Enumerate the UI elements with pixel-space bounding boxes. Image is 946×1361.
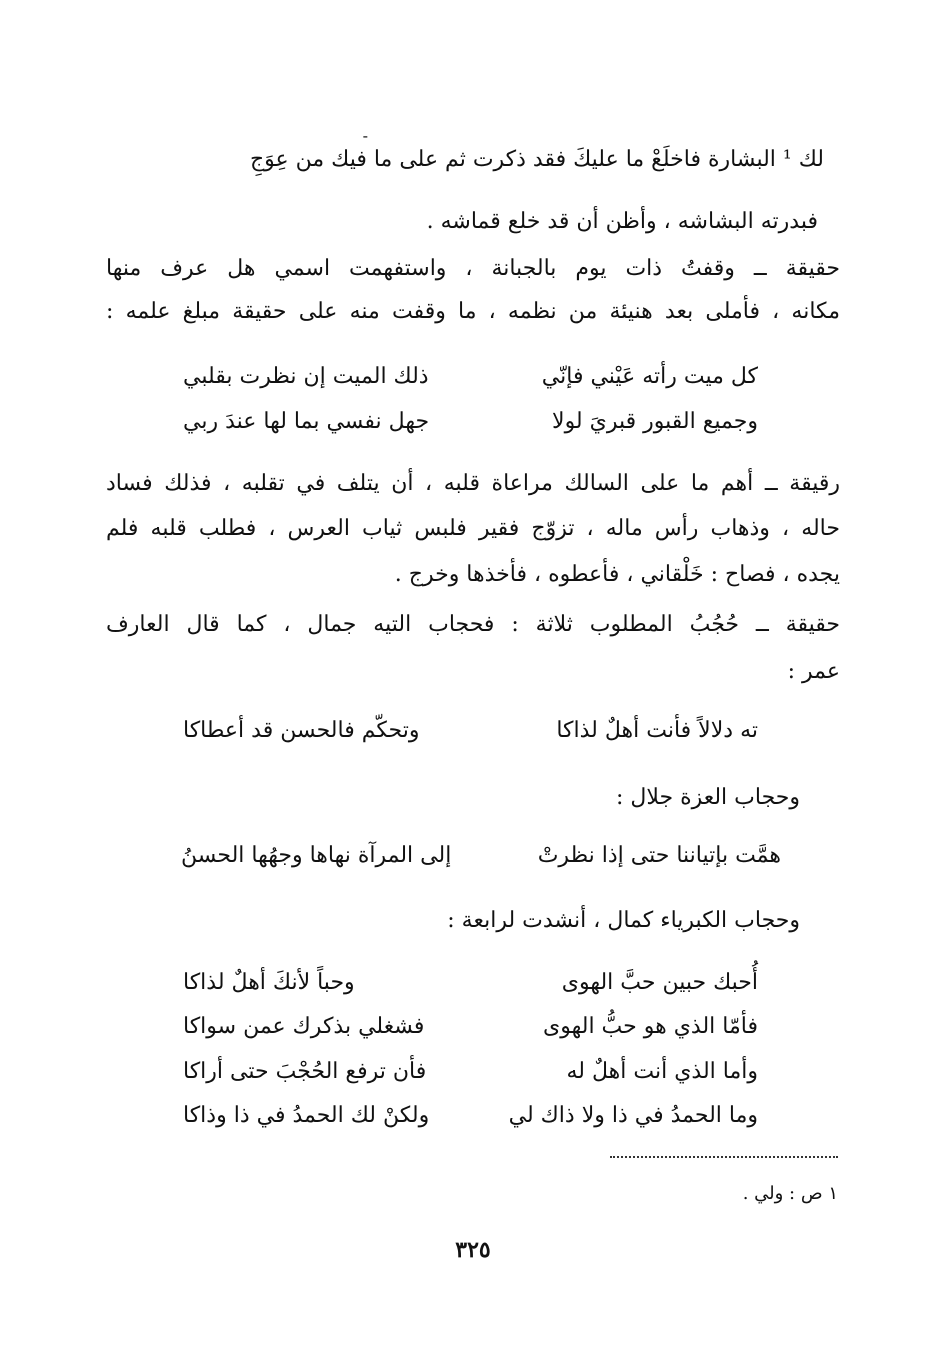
verse-hemistich-second: وتحكّم فالحسن قد أعطاكا <box>183 718 420 743</box>
text-line: رقيقة ــ أهم ما على السالك مراعاة قلبه ، أن يتلف في تقلبه ، فذلك فساد <box>106 471 841 496</box>
verse-hemistich-second: ولكنْ لك الحمدُ في ذا وذاكا <box>183 1103 430 1128</box>
verse-couplet <box>183 405 758 439</box>
verse-couplet <box>183 1010 758 1044</box>
verse-hemistich-first: أُحبك حبين حبَّ الهوى <box>561 970 758 995</box>
verse-hemistich-first: وجميع القبور قبريَ لولا <box>552 409 758 434</box>
verse-line-intro: لك ¹ البشارة فاخلَعْ ما عليكَ فقد ذكرت ثم على ما فيك من عِوَجِ <box>249 147 824 172</box>
text-line: وحجاب العزة جلال : <box>615 785 800 810</box>
verse-hemistich-first: همَّت بإتياننا حتى إذا نظرتْ <box>537 843 781 868</box>
verse-hemistich-second: فشغلي بذكرك عمن سواكا <box>183 1014 425 1039</box>
verse-couplet <box>183 966 758 1000</box>
verse-couplet <box>181 839 781 873</box>
footnote: ١ ص : ولي . <box>742 1183 838 1204</box>
verse-couplet <box>183 1099 758 1133</box>
verse-hemistich-second: ذلك الميت إن نظرت بقلبي <box>183 364 429 389</box>
verse-hemistich-second: جهل نفسي بما لها عندَ ربي <box>183 409 430 434</box>
verse-hemistich-second: إلى المرآة نهاها وجهُها الحسنُ <box>181 843 452 868</box>
text-line: عمر : <box>787 659 840 684</box>
verse-couplet <box>183 714 758 748</box>
text-line: حقيقة ــ وقفتُ ذات يوم بالجبانة ، واستفهمت اسمي هل عرف منها <box>106 256 840 281</box>
header-mark: - <box>362 126 368 145</box>
verse-hemistich-second: فأن ترفع الحُجْبَ حتى أراكا <box>183 1059 427 1084</box>
footnote-separator <box>610 1156 838 1158</box>
text-line: وحجاب الكبرياء كمال ، أنشدت لرابعة : <box>447 908 800 933</box>
text-line: حقيقة ــ حُجُبُ المطلوب ثلاثة : فحجاب التيه جمال ، كما قال العارف <box>106 612 840 637</box>
verse-hemistich-first: ته دلالاً فأنت أهلٌ لذاكا <box>556 718 758 743</box>
page-number: ٣٢٥ <box>455 1237 491 1263</box>
verse-hemistich-first: فأمّا الذي هو حبُّ الهوى <box>543 1014 758 1039</box>
text-line: يجده ، فصاح : خَلْقاني ، فأعطوه ، فأخذها وخرج . <box>394 562 840 587</box>
verse-hemistich-first: كل ميت رأته عَيْني فإنّي <box>541 364 758 389</box>
text-line: فبدرته البشاشه ، وأظن أن قد خلع قماشه . <box>426 209 818 234</box>
verse-couplet <box>183 1055 758 1089</box>
verse-hemistich-first: وما الحمدُ في ذا ولا ذاك لي <box>508 1103 758 1128</box>
verse-hemistich-second: وحباً لأنكَ أهلٌ لذاكا <box>183 970 355 995</box>
text-line: حاله ، وذهاب رأس ماله ، تزوّج فقير فلبس ثياب العرس ، فطلب قلبه فلم <box>106 516 840 541</box>
verse-couplet <box>183 360 758 394</box>
verse-hemistich-first: وأما الذي أنت أهلٌ له <box>566 1059 758 1084</box>
text-line: مكانه ، فأملى بعد هنيئة من نظمه ، ما وقفت منه على حقيقة مبلغ علمه : <box>106 299 840 324</box>
